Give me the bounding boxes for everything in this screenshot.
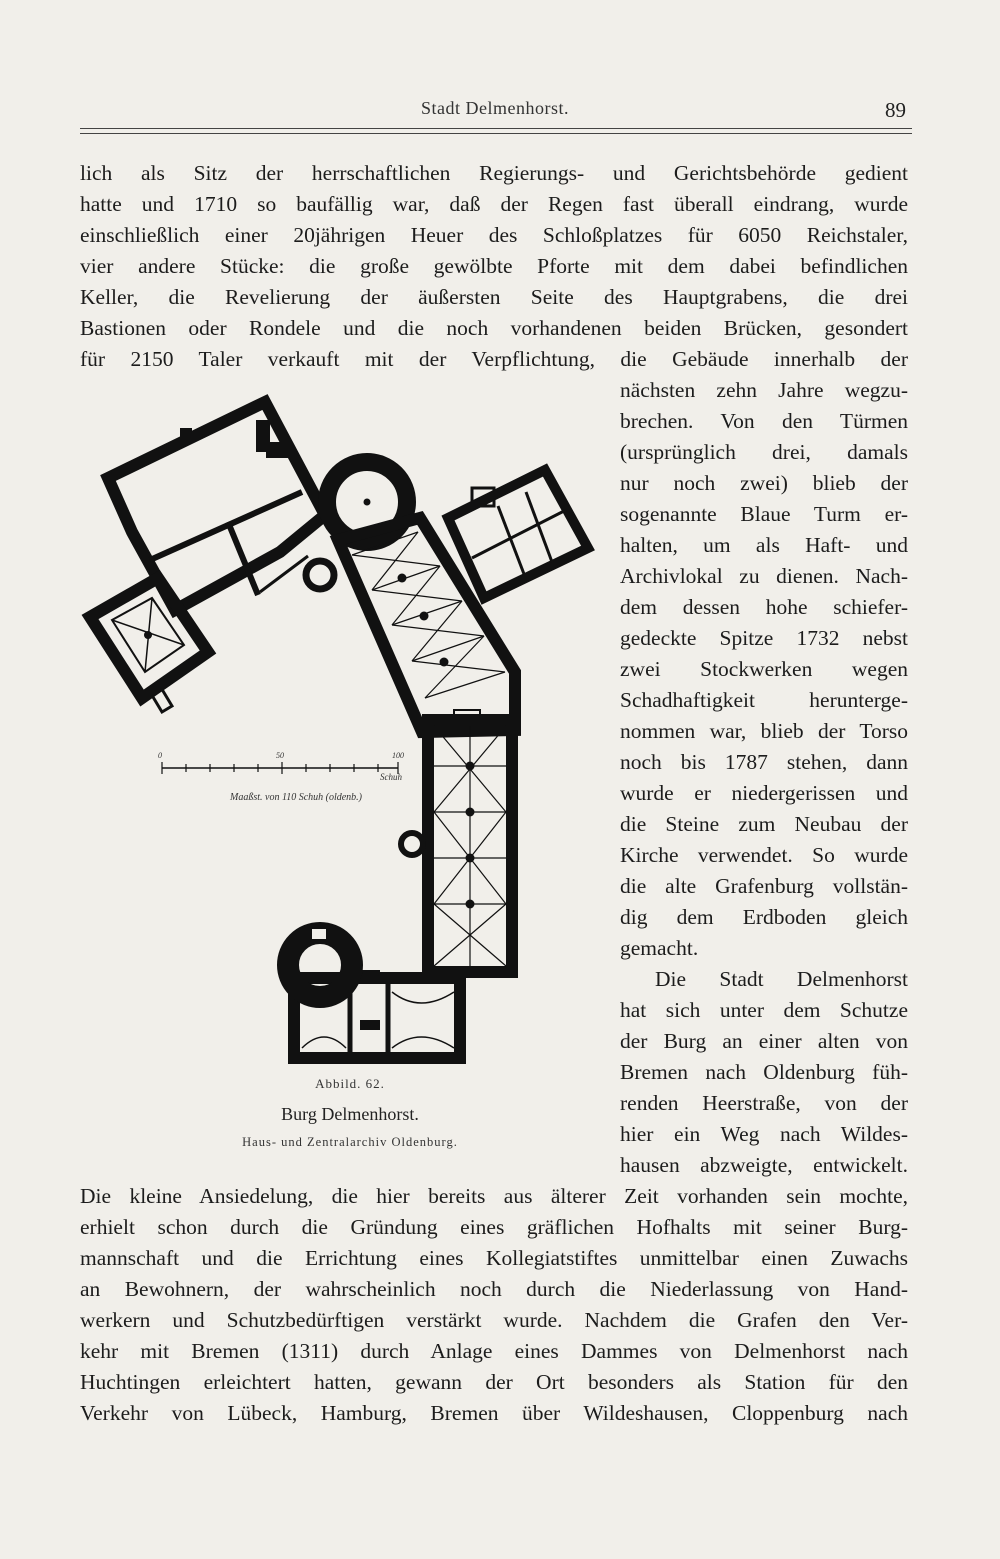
side-para2-line: hat sich unter dem Schutze [620,998,908,1022]
side-para2-line: Bremen nach Oldenburg füh- [620,1060,908,1084]
side-line: brechen. Von den Türmen [620,409,908,433]
side-para2-line: hier ein Weg nach Wildes- [620,1122,908,1146]
body-line: an Bewohnern, der wahrscheinlich noch durch die Niederlassung von Hand- [80,1277,908,1301]
side-para2-line: Die Stadt Delmenhorst [655,967,908,991]
running-head-title: Stadt Delmenhorst. [421,98,569,118]
running-head [80,98,910,128]
side-line: nur noch zwei) blieb der [620,471,908,495]
side-line: nommen war, blieb der Torso [620,719,908,743]
side-line: sogenannte Blaue Turm er- [620,502,908,526]
figure-number: Abbild. 62. [315,1076,385,1091]
body-line: für 2150 Taler verkauft mit der Verpflichtung, die Gebäude innerhalb der [80,347,908,371]
body-line: Verkehr von Lübeck, Hamburg, Bremen über Wildeshausen, Cloppenburg nach [80,1401,908,1425]
side-line: noch bis 1787 stehen, dann [620,750,908,774]
body-line: Huchtingen erleichtert hatten, gewann der Ort besonders als Station für den [80,1370,908,1394]
floor-plan-drawing [80,380,610,1080]
north-wing-wall [108,402,325,610]
side-line: gedeckte Spitze 1732 nebst [620,626,908,650]
side-line: die Steine zum Neubau der [620,812,908,836]
south-tower [288,933,352,997]
side-para2-line: renden Heerstraße, von der [620,1091,908,1115]
scale-tick-label: 50 [276,751,284,760]
side-line: nächsten zehn Jahre wegzu- [620,378,908,402]
body-line: werkern und Schutzbedürftigen verstärkt wurde. Nachdem die Grafen den Ver- [80,1308,908,1332]
figure-source: Haus- und Zentralarchiv Oldenburg. [242,1135,458,1149]
body-line: mannschaft und die Errichtung eines Kollegiatstiftes unmittelbar einen Zuwachs [80,1246,908,1270]
body-line: vier andere Stücke: die große gewölbte Pforte mit dem dabei befindlichen [80,254,908,278]
side-line: halten, um als Haft- und [620,533,908,557]
side-line: wurde er niedergerissen und [620,781,908,805]
side-line: zwei Stockwerken wegen [620,657,908,681]
side-line: die alte Grafenburg vollstän- [620,874,908,898]
side-line: Kirche verwendet. So wurde [620,843,908,867]
body-line: Bastionen oder Rondele und die noch vorhandenen beiden Brücken, gesondert [80,316,908,340]
side-line: Archivlokal zu dienen. Nach- [620,564,908,588]
scale-note: Maaßst. von 110 Schuh (oldenb.) [230,792,363,803]
body-line: lich als Sitz der herrschaftlichen Regierungs- und Gerichtsbehörde gedient [80,161,908,185]
body-line: hatte und 1710 so baufällig war, daß der Regen fast überall eindrang, wurde [80,192,908,216]
side-line: (ursprünglich drei, damals [620,440,908,464]
header-rule [80,128,912,129]
side-line: gemacht. [620,936,699,960]
side-line: dem dessen hohe schiefer- [620,595,908,619]
scale-unit-label: Schuh [380,772,402,782]
scale-tick-label: 100 [392,751,404,760]
castle-floor-plan [80,380,610,1080]
header-rule-thin [80,133,912,134]
side-para2-line: hausen abzweigte, entwickelt. [620,1153,908,1177]
side-line: dig dem Erdboden gleich [620,905,908,929]
body-line: einschließlich einer 20jährigen Heuer des Schloßplatzes für 6050 Reichstaler, [80,223,908,247]
page-number: 89 [885,98,906,122]
body-line: Die kleine Ansiedelung, die hier bereits aus älterer Zeit vorhanden sein mochte, [80,1184,908,1208]
body-line: kehr mit Bremen (1311) durch Anlage eines Dammes von Delmenhorst nach [80,1339,908,1363]
body-line: erhielt schon durch die Gründung eines gräflichen Hofhalts mit seiner Burg- [80,1215,908,1239]
scale-tick-label: 0 [158,751,162,760]
side-para2-line: der Burg an einer alten von [620,1029,908,1053]
body-line: Keller, die Revelierung der äußersten Seite des Hauptgrabens, die drei [80,285,908,309]
figure-title: Burg Delmenhorst. [281,1104,419,1124]
side-line: Schadhaftigkeit herunterge- [620,688,908,712]
